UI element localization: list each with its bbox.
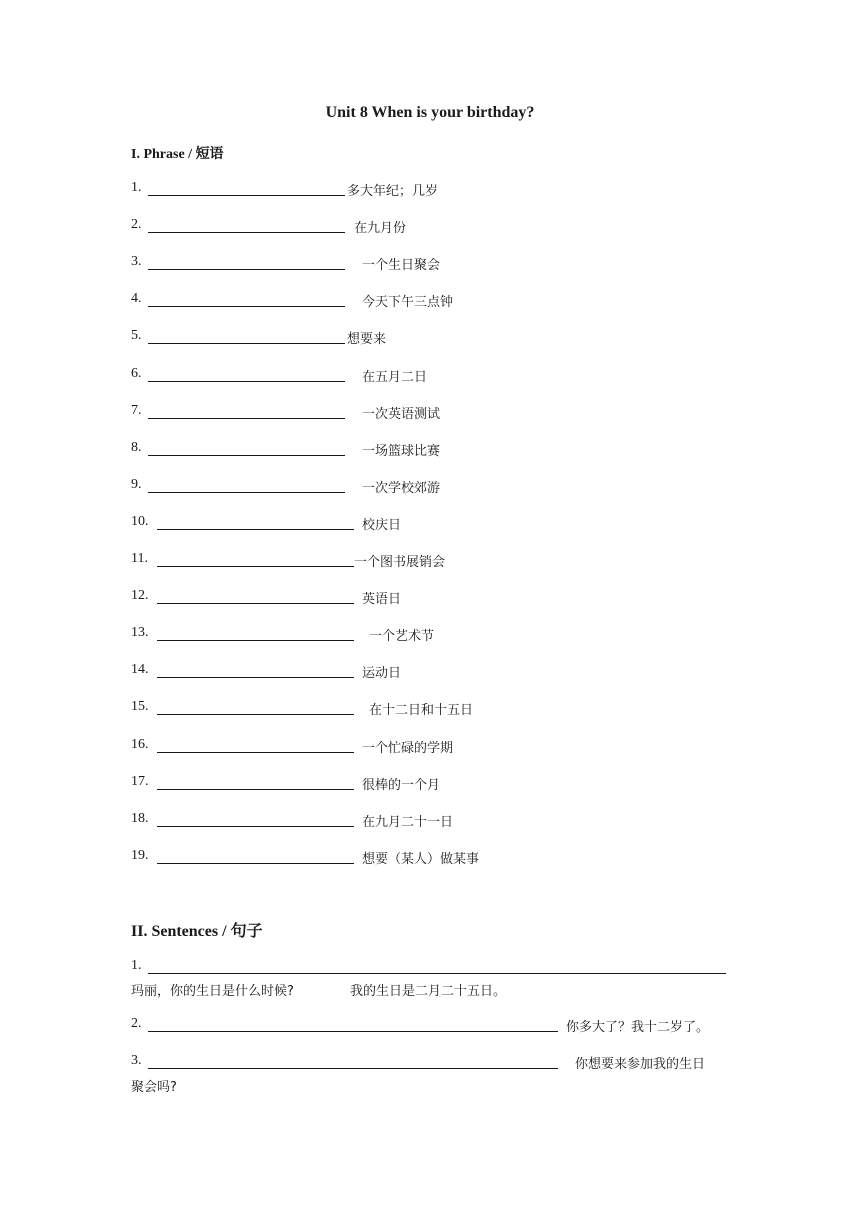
phrase-meaning: 在九月二十一日 [362, 814, 454, 830]
answer-blank[interactable] [148, 958, 726, 974]
phrase-number: 8. [131, 439, 142, 455]
section-heading-cn: 句子 [230, 921, 263, 940]
phrase-number: 17. [131, 773, 149, 789]
phrase-number: 7. [131, 402, 142, 418]
phrase-number: 3. [131, 254, 142, 270]
phrase-meaning: 很棒的一个月 [362, 777, 441, 793]
phrase-meaning: 今天下午三点钟 [362, 295, 454, 311]
answer-blank[interactable] [148, 254, 345, 270]
answer-blank[interactable] [148, 1053, 558, 1069]
phrase-number: 6. [131, 365, 142, 381]
phrase-meaning: 一个生日聚会 [362, 258, 441, 274]
phrase-meaning: 一个图书展销会 [354, 555, 446, 570]
sentence-number: 1. [131, 958, 142, 973]
section-heading-en: II. Sentences / [131, 923, 227, 940]
phrase-number: 12. [131, 588, 149, 604]
sentence-meaning: 玛丽，你的生日是什么时候? [131, 984, 294, 999]
phrase-meaning: 在十二日和十五日 [369, 703, 474, 719]
section-heading-en: I. Phrase / [131, 147, 193, 162]
answer-blank[interactable] [157, 662, 354, 678]
answer-blank[interactable] [157, 848, 354, 864]
answer-blank[interactable] [148, 291, 345, 307]
phrase-number: 5. [131, 328, 142, 344]
answer-blank[interactable] [157, 699, 354, 715]
answer-blank[interactable] [148, 477, 345, 493]
phrase-number: 11. [131, 551, 148, 566]
answer-blank[interactable] [148, 403, 345, 419]
phrase-meaning: 一个艺术节 [369, 629, 435, 645]
phrase-number: 1. [131, 180, 142, 195]
answer-blank[interactable] [148, 217, 345, 233]
sentence-meaning: 你多大了？我十二岁了。 [566, 1020, 710, 1035]
sentence-meaning: 你想要来参加我的生日 [575, 1057, 706, 1072]
phrase-number: 9. [131, 476, 142, 492]
phrase-meaning: 一次学校郊游 [362, 480, 441, 496]
phrase-meaning: 一场篮球比赛 [362, 443, 441, 459]
phrase-meaning: 想要来 [347, 332, 387, 348]
answer-blank[interactable] [148, 180, 345, 196]
phrase-meaning: 运动日 [362, 666, 402, 682]
phrase-meaning: 一次英语测试 [362, 406, 441, 422]
phrase-number: 16. [131, 736, 149, 752]
answer-blank[interactable] [157, 588, 354, 604]
section-heading-sentences [131, 918, 263, 941]
answer-blank[interactable] [157, 774, 354, 790]
sentence-meaning: 聚会吗? [131, 1080, 177, 1095]
sentence-meaning: 我的生日是二月二十五日。 [350, 984, 507, 999]
phrase-number: 15. [131, 699, 149, 715]
phrase-meaning: 在九月份 [354, 221, 407, 237]
answer-blank[interactable] [148, 366, 345, 382]
phrase-number: 14. [131, 662, 149, 678]
answer-blank[interactable] [157, 551, 354, 567]
phrase-number: 4. [131, 291, 142, 307]
answer-blank[interactable] [157, 625, 354, 641]
answer-blank[interactable] [148, 328, 345, 344]
section-heading-phrase [131, 143, 224, 163]
phrase-number: 13. [131, 625, 149, 641]
section-heading-cn: 短语 [195, 146, 224, 162]
phrase-meaning: 在五月二日 [362, 369, 428, 385]
phrase-meaning: 多大年纪；几岁 [347, 184, 439, 199]
phrase-meaning: 校庆日 [362, 517, 402, 533]
answer-blank[interactable] [157, 811, 354, 827]
phrase-number: 2. [131, 217, 142, 233]
phrase-meaning: 一个忙碌的学期 [362, 740, 454, 756]
worksheet-title: Unit 8 When is your birthday? [325, 104, 535, 121]
answer-blank[interactable] [148, 440, 345, 456]
answer-blank[interactable] [157, 514, 354, 530]
phrase-number: 10. [131, 513, 149, 529]
phrase-number: 19. [131, 847, 149, 863]
sentence-number: 2. [131, 1016, 142, 1031]
phrase-number: 18. [131, 810, 149, 826]
answer-blank[interactable] [157, 737, 354, 753]
phrase-meaning: 想要（某人）做某事 [362, 851, 480, 867]
answer-blank[interactable] [148, 1016, 558, 1032]
sentence-number: 3. [131, 1053, 142, 1068]
phrase-meaning: 英语日 [362, 592, 402, 608]
